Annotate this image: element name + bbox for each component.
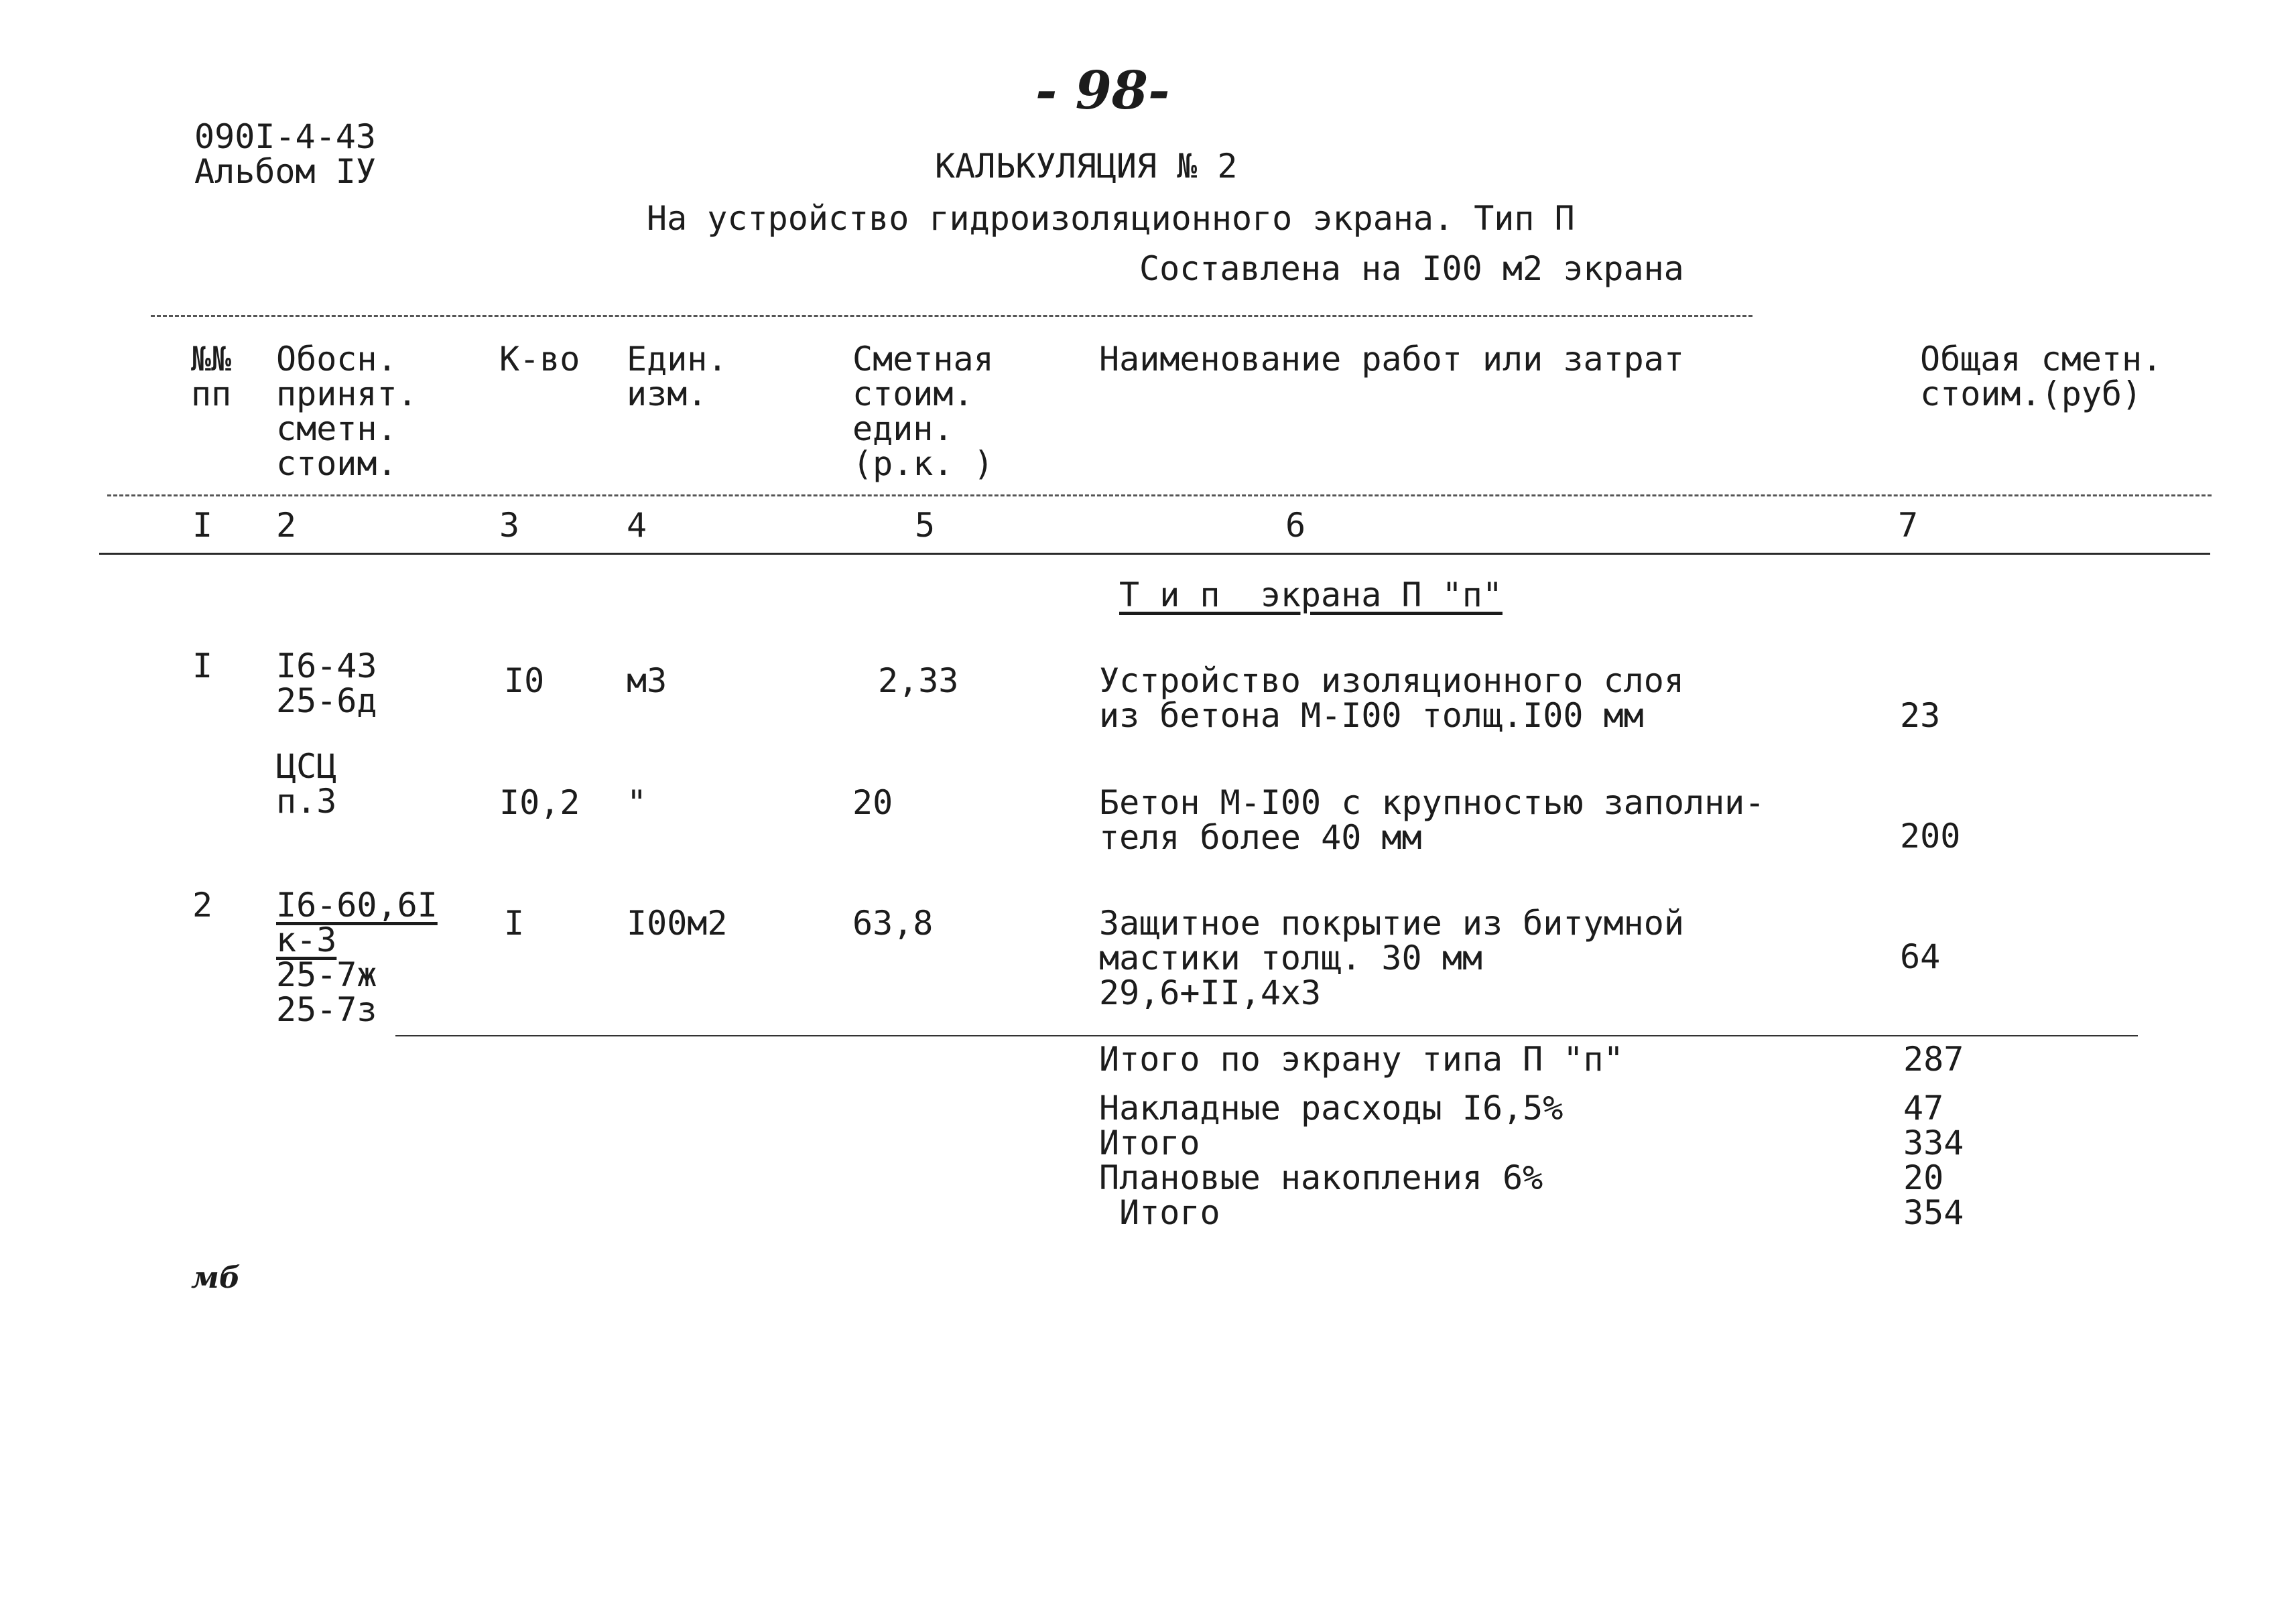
summary-label: Накладные расходы I6,5% xyxy=(1099,1089,1564,1128)
summary-value: 287 xyxy=(1903,1040,1964,1079)
column-number-5: 5 xyxy=(915,506,936,545)
summary-value: 20 xyxy=(1903,1158,1944,1197)
row-1-total: 23 xyxy=(1900,696,1941,735)
row-3-quantity: I xyxy=(504,904,525,943)
row-3-unit-price: 63,8 xyxy=(852,904,934,943)
column-number-3: 3 xyxy=(499,506,520,545)
summary-label: Итого xyxy=(1099,1124,1200,1162)
header-bottom-rule xyxy=(107,494,2212,496)
album-label: Альбом IУ xyxy=(194,152,376,191)
summary-label: Плановые накопления 6% xyxy=(1099,1158,1543,1197)
row-3-total: 64 xyxy=(1900,937,1941,976)
summary-value: 334 xyxy=(1903,1124,1964,1162)
summary-label: Итого xyxy=(1099,1193,1220,1232)
header-top-rule xyxy=(151,315,1752,317)
row-2-basis: ЦСЦ п.3 xyxy=(276,747,337,821)
row-3-work-name: Защитное покрытие из битумной мастики толщ. 30 мм 29,6+II,4х3 xyxy=(1099,904,1684,1012)
row-1-unit-price: 2,33 xyxy=(878,661,959,700)
column-header-unit: Един. изм. xyxy=(627,340,728,413)
calculation-basis: Составлена на I00 м2 экрана xyxy=(1139,249,1684,288)
row-1-number: I xyxy=(192,647,213,685)
footer-mark: мб xyxy=(191,1261,241,1295)
row-2-work-name: Бетон М-I00 с крупностью заполни- теля более 40 мм xyxy=(1099,783,1765,857)
row-2-total: 200 xyxy=(1900,817,1961,856)
row-3-basis-bottom: 25-7ж 25-7з xyxy=(276,955,377,1029)
row-1-work-name: Устройство изоляционного слоя из бетона М-I00 толщ.I00 мм xyxy=(1099,661,1684,735)
row-1-unit: м3 xyxy=(627,661,667,700)
row-1-quantity: I0 xyxy=(504,661,545,700)
summary-value: 354 xyxy=(1903,1193,1964,1232)
column-number-7: 7 xyxy=(1898,506,1919,545)
column-header-basis: Обосн. принят. сметн. стоим. xyxy=(276,340,418,483)
page-number: - 98- xyxy=(1035,60,1170,121)
calculation-subtitle: На устройство гидроизоляционного экрана. Тип П xyxy=(647,199,1575,238)
column-header-unit-price: Сметная стоим. един. (р.к. ) xyxy=(852,340,994,483)
document-code: 090I-4-43 xyxy=(194,117,376,156)
calculation-title: КАЛЬКУЛЯЦИЯ № 2 xyxy=(935,147,1238,186)
column-header-quantity: К-во xyxy=(499,340,580,379)
row-2-quantity: I0,2 xyxy=(499,783,580,822)
row-3-number: 2 xyxy=(192,886,213,925)
column-number-1: I xyxy=(192,506,213,545)
column-header-number: №№ пп xyxy=(191,340,232,413)
column-header-work-name: Наименование работ или затрат xyxy=(1099,340,1684,379)
column-numbers-rule xyxy=(99,553,2210,555)
row-2-unit-price: 20 xyxy=(852,783,893,822)
column-number-4: 4 xyxy=(627,506,647,545)
row-2-unit: " xyxy=(627,783,647,822)
column-number-2: 2 xyxy=(276,506,297,545)
section-title: Т и п экрана П "п" xyxy=(1119,576,1503,614)
summary-value: 47 xyxy=(1903,1089,1944,1128)
column-header-total: Общая сметн. стоим.(руб) xyxy=(1920,340,2163,413)
summary-label: Итого по экрану типа П "п" xyxy=(1099,1040,1624,1079)
row-3-unit: I00м2 xyxy=(627,904,728,943)
row-1-basis: I6-43 25-6д xyxy=(276,647,377,720)
column-number-6: 6 xyxy=(1285,506,1306,545)
summary-rule xyxy=(395,1035,2138,1036)
row-3-basis-top: I6-60,6I к-3 xyxy=(276,886,438,959)
